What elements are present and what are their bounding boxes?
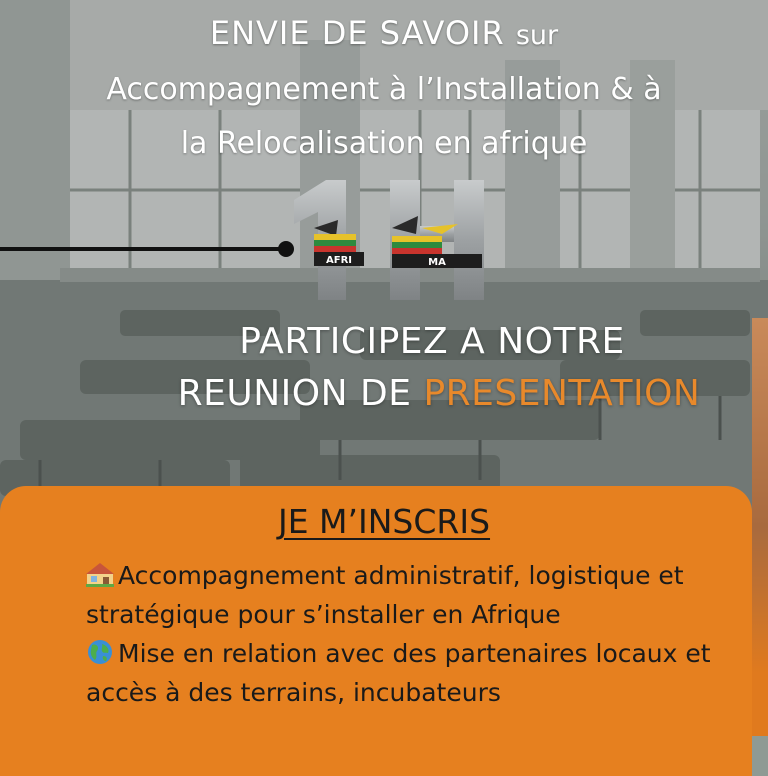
headline-line-2: Accompagnement à l’Installation & à — [106, 72, 662, 107]
logo-small-2-text: MA — [428, 257, 446, 268]
house-icon — [86, 561, 114, 587]
headline — [0, 6, 768, 171]
cta-line-2-accent: PRESENTATION — [423, 373, 701, 414]
cta-line-1: PARTICIPEZ A NOTRE — [239, 321, 625, 362]
cta-line-2 — [0, 368, 768, 420]
signup-link[interactable]: JE M’INSCRIS — [277, 502, 491, 541]
logo-small-1-text: AFRI — [326, 255, 352, 266]
list-item — [86, 556, 726, 634]
headline-main: ENVIE DE SAVOIR — [209, 14, 505, 52]
globe-icon — [86, 639, 114, 665]
date-badge-logo — [292, 178, 492, 302]
headline-sur: sur — [515, 20, 559, 51]
timeline-line — [0, 247, 286, 251]
list-item-text: Accompagnement administratif, logistique et stratégique pour s’installer en Afrique — [86, 561, 684, 629]
cta-block — [0, 316, 768, 420]
list-item — [86, 634, 726, 712]
headline-line-3: la Relocalisation en afrique — [180, 126, 588, 161]
list-item-text: Mise en relation avec des partenaires locaux et accès à des terrains, incubateurs — [86, 639, 711, 707]
cta-line-2-white: REUNION DE — [177, 373, 412, 414]
card-body — [86, 556, 726, 712]
headline-line-1 — [0, 6, 768, 63]
